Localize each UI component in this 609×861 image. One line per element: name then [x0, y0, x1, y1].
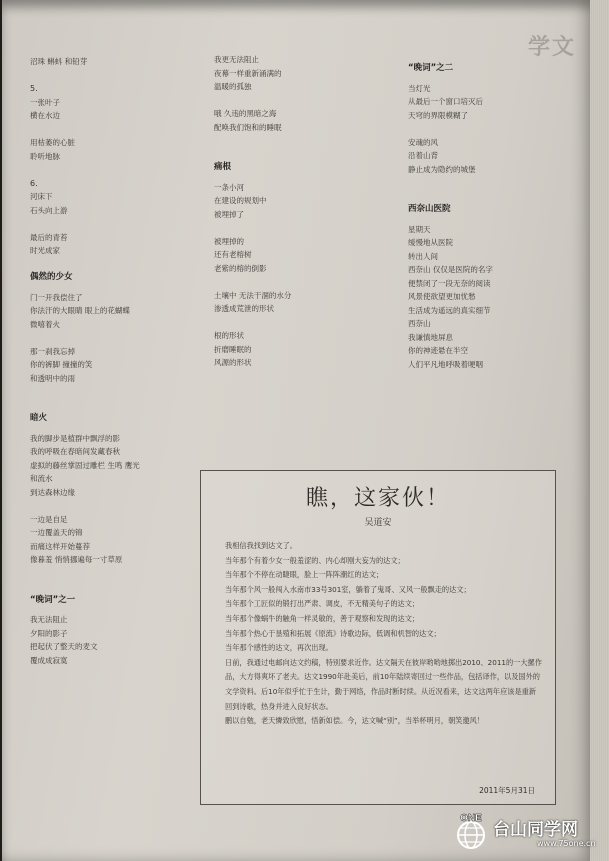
poem-line: 我的脚步是植群中飘浮的影: [30, 433, 120, 443]
poem-title: 西奈山医院: [408, 204, 451, 214]
stanza-gap: [30, 258, 200, 272]
book-page: [2, 0, 594, 861]
poem-line: 你的裤脚 撞撞的笑: [30, 360, 93, 369]
stanza-gap: [30, 580, 200, 594]
stanza-gap: [408, 176, 578, 190]
poem-line: 用枯萎的心脏: [30, 138, 75, 147]
poem-line: 石头向上游: [30, 205, 68, 215]
poem-line: 那一刹我忘掉: [30, 346, 75, 356]
poem-line: 最后的青苔: [30, 232, 68, 242]
poem-line: 虚拟的藤丝掌固过雕栏 生鸣 鹰光: [30, 460, 140, 470]
essay-paragraph: 日前，我通过电邮向达文约稿，特别要求近作。达文隔天在彼岸哟哟地掷出2010、2011的一大摞作品，大方得爽坏了老夫。达文1990年赴美后，前10年陆续寄回过一些作品，包括译作，以及国外的文学资料。后10年似乎忙于生计，勤于网络，作品时断时续。从近况看来，达文这两年应该是重新回到诗歌，热身并进入良好状态。: [225, 657, 542, 711]
poem-line: 当灯光: [408, 83, 431, 93]
poem-line: 横在水边: [30, 111, 60, 120]
essay-paragraph: 当年那个热心于垦殖和拓展《原流》诗歌边际，低调和机智的达文；: [225, 628, 441, 638]
essay-date: 2011年5月31日: [479, 786, 535, 795]
poem-line: 沿着山背: [408, 151, 438, 160]
poem-line: 渗透成荒泄的形状: [214, 304, 274, 313]
poem-line: 时光成家: [30, 246, 60, 255]
essay-paragraph: 当年那个工匠似的锻打出严肃、调皮，不无精美句子的达文；: [225, 599, 420, 609]
stanza-gap: [30, 567, 200, 581]
essay-title: 瞧，这家伙！: [305, 486, 450, 511]
site-url: www.75one.cn: [537, 839, 596, 848]
poem-column-right: [408, 62, 578, 371]
poem-line: 风景使欲望更加忧愁: [408, 292, 476, 301]
poem-line: 夕阳的影子: [30, 628, 68, 638]
poem-line: 像暮羞 悄悄挪遍每一寸草原: [30, 555, 123, 564]
poem-line: 便禁闭了一段无奈的阅读: [408, 278, 491, 288]
poem-line: 土壤中 无法干涸的水分: [214, 290, 292, 300]
poem-line: 在建设的规划中: [214, 196, 267, 205]
site-watermark: [451, 811, 605, 857]
poem-line: 一边覆盖天的锦: [30, 528, 83, 537]
poem-line: 你的神迹悬在半空: [408, 346, 468, 355]
poem-line: 折磨睡眠的: [214, 344, 252, 354]
poem-line: 你法汗的大眼睛 眼上的花蝴蝶: [30, 306, 130, 315]
poem-line: 缓慢地从医院: [408, 238, 453, 247]
poem-line: 河床下: [30, 192, 53, 201]
poem-line: 而痛这样开始蔓荐: [30, 541, 90, 551]
poem-line: 西奈山: [408, 319, 431, 328]
poem-line: 哦 久违的黑暗之海: [214, 109, 277, 118]
stanza-gap: [30, 217, 200, 231]
essay-paragraph: 当年那个有着少女一般羞涩的、内心却刚大妄为的达文；: [225, 555, 405, 565]
poem-line: 安魂的风: [408, 137, 438, 147]
stanza-gap: [214, 275, 394, 289]
poem-line: 人们平凡地呼吸着哽咽: [408, 359, 483, 369]
poem-line: 配唤我们饱和的睡眠: [214, 122, 282, 132]
poem-line: 从最后一个窗口培灭后: [408, 97, 483, 106]
poem-line: 到达森林边缘: [30, 487, 75, 497]
poem-line: 静止成为隐约的城堡: [408, 164, 476, 174]
poem-line: 根的形状: [214, 331, 244, 340]
poem-title: 偶然的少女: [30, 272, 73, 282]
poem-column-left: [30, 55, 200, 667]
essay-paragraph: 当年那个风一般闯入水南市33号301室，躺着了鬼哥、又风一般飘走的达文；: [225, 584, 471, 594]
poem-line: 沼珠 蝌蚪 和铅芽: [30, 57, 88, 66]
poem-line: 西奈山 仅仅是医院的名字: [408, 265, 493, 274]
essay-paragraph: 我相信我找到达文了。: [225, 541, 297, 550]
essay-paragraph: 当年那个像蜗牛的触角一样灵敏的，善于观察和发现的达文；: [225, 613, 420, 623]
poem-line: 把起伏了整天的麦文: [30, 642, 98, 651]
poem-line: 还有老榕树: [214, 250, 252, 259]
poem-line: 夜幕一样重新涌满的: [214, 68, 282, 78]
poem-line: 一条小河: [214, 182, 244, 192]
stanza-gap: [30, 499, 200, 513]
essay-paragraph: 鹏以自勉，老天憐致欣慰，悟新如偿。今，达文喊“别”，当举杯明月，朝笑邀风！: [225, 716, 485, 726]
poem-line: 我更无法阻止: [214, 55, 259, 64]
stanza-gap: [30, 123, 200, 137]
stanza-gap: [30, 69, 200, 83]
essay-paragraph: 当年那个不停在动睫眼，脸上一阵阵潮红的达文；: [225, 570, 384, 580]
poem-line: 和透明中的雨: [30, 373, 75, 383]
poem-line: 天穹的界限模糊了: [408, 110, 468, 120]
stanza-gap: [408, 122, 578, 136]
section-number: 5.: [30, 84, 38, 93]
stanza-gap: [214, 94, 394, 108]
stanza-gap: [214, 148, 394, 162]
page-header-mark: 学文: [527, 35, 576, 60]
stanza-gap: [30, 331, 200, 345]
poem-line: 我谦慎地屏息: [408, 332, 453, 342]
poem-title: 痛根: [214, 162, 232, 172]
poem-line: 一边是自足: [30, 514, 68, 524]
stanza-gap: [214, 221, 394, 235]
poem-title: “晚词”之二: [408, 63, 454, 73]
poem-line: 微嘻着火: [30, 319, 60, 329]
stanza-gap: [214, 316, 394, 330]
poem-line: 被埋掉的: [214, 236, 244, 246]
poem-title: “晚词”之一: [30, 594, 76, 605]
poem-title: 暗火: [30, 413, 48, 423]
poem-line: 我的呼吸在春暗间发藏春秋: [30, 447, 120, 456]
poem-line: 门一开我偿住了: [30, 292, 83, 302]
stanza-gap: [30, 163, 200, 177]
essay-paragraph: 当年那个感性的达文，再次出现。: [225, 643, 333, 653]
essay-body: [225, 539, 543, 729]
poem-line: 一张叶子: [30, 97, 60, 107]
poem-column-middle: [214, 53, 394, 370]
poem-line: 星期天: [408, 224, 431, 234]
poem-line: 聆听地脉: [30, 151, 60, 161]
poem-line: 转出人间: [408, 251, 438, 261]
stanza-gap: [30, 399, 200, 413]
globe-logo-icon: [451, 811, 491, 851]
poem-line: 和流水: [30, 474, 53, 483]
poem-line: 老紫的榕的倒影: [214, 263, 267, 273]
page-stack-edge: [590, 0, 609, 861]
site-name: 台山同学网: [493, 820, 578, 840]
stanza-gap: [30, 385, 200, 399]
poem-line: 温暖的孤独: [214, 82, 252, 91]
poem-line: 覆成成寂寞: [30, 655, 68, 665]
stanza-gap: [408, 190, 578, 204]
section-number: 6.: [30, 178, 38, 188]
poem-line: 风源的形状: [214, 358, 252, 367]
essay-author: 吴道安: [364, 518, 392, 528]
logo-text: ONE: [460, 813, 482, 824]
stanza-gap: [214, 134, 394, 148]
poem-line: 生活成为遥远的真实细节: [408, 305, 491, 315]
poem-line: 我无法阻止: [30, 615, 68, 624]
poem-line: 被埋掉了: [214, 209, 244, 219]
essay-box: [200, 470, 556, 805]
